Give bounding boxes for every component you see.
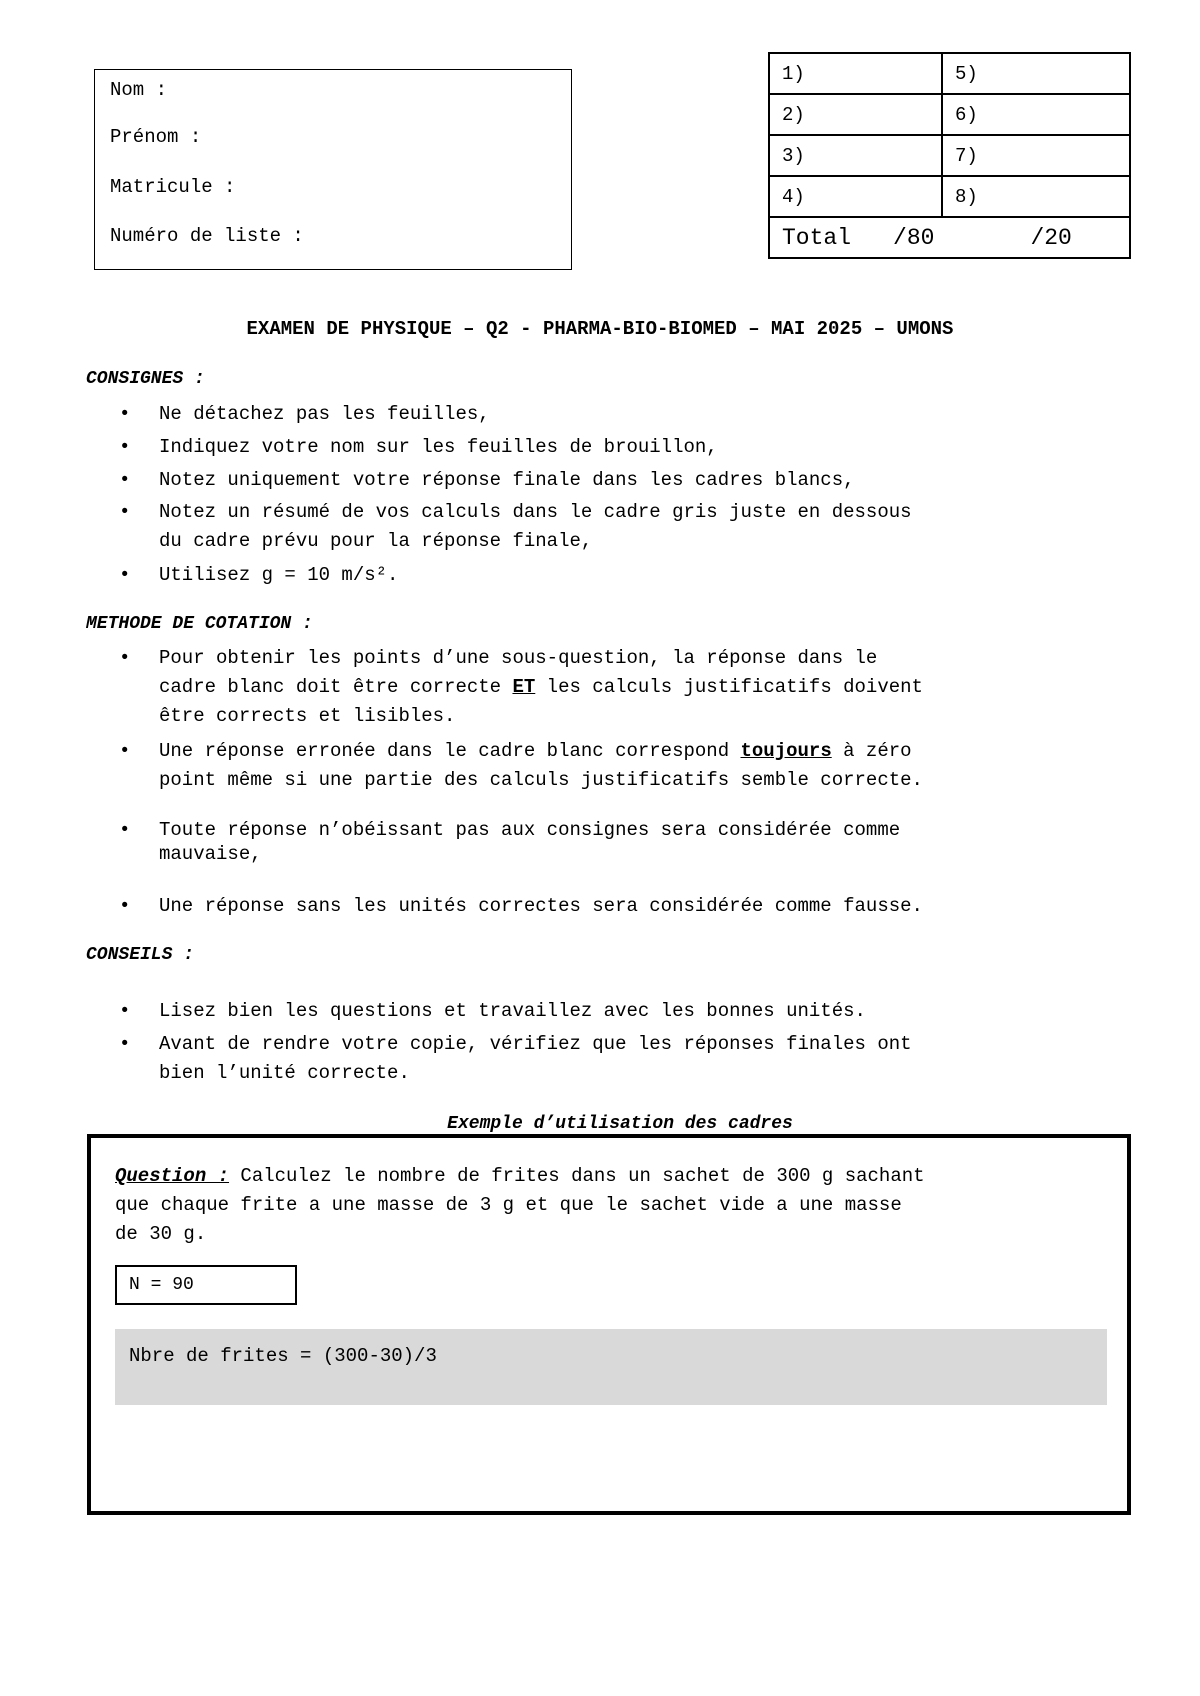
name-field-label: Nom : bbox=[110, 79, 168, 101]
score-cell: 7) bbox=[942, 135, 1130, 176]
question-label: Question : bbox=[115, 1165, 230, 1187]
consignes-heading: CONSIGNES : bbox=[86, 369, 205, 389]
exam-title: EXAMEN DE PHYSIQUE – Q2 - PHARMA-BIO-BIOMED – MAI 2025 – UMONS bbox=[246, 318, 954, 340]
list-number-field-label: Numéro de liste : bbox=[110, 225, 304, 247]
total-label: Total bbox=[782, 224, 852, 251]
calculation-box: Nbre de frites = (300-30)/3 bbox=[115, 1329, 1107, 1405]
score-cell: 6) bbox=[942, 94, 1130, 135]
score-cell: 3) bbox=[769, 135, 942, 176]
conseils-heading: CONSEILS : bbox=[86, 945, 195, 965]
score-grid bbox=[768, 52, 1131, 259]
score-row bbox=[769, 135, 1130, 176]
score-total-row bbox=[769, 217, 1130, 258]
answer-box: N = 90 bbox=[115, 1265, 297, 1305]
matricule-field-label: Matricule : bbox=[110, 176, 236, 198]
firstname-field-label: Prénom : bbox=[110, 126, 202, 148]
cotation-heading: METHODE DE COTATION : bbox=[86, 614, 313, 634]
total-max-80: /80 bbox=[893, 224, 935, 251]
total-max-20: /20 bbox=[1030, 224, 1072, 251]
score-cell: 5) bbox=[942, 53, 1130, 94]
score-cell: 1) bbox=[769, 53, 942, 94]
example-question bbox=[115, 1162, 1105, 1249]
score-cell: 4) bbox=[769, 176, 942, 217]
example-frame bbox=[87, 1134, 1131, 1515]
score-total bbox=[769, 217, 1130, 258]
question-text: Calculez le nombre de frites dans un sachet de 300 g sachant que chaque frite a une masse de 3 g et que le sachet vide a une masse de 30 g. bbox=[115, 1165, 925, 1245]
score-cell: 2) bbox=[769, 94, 942, 135]
example-title: Exemple d’utilisation des cadres bbox=[447, 1114, 793, 1134]
score-row bbox=[769, 53, 1130, 94]
score-cell: 8) bbox=[942, 176, 1130, 217]
score-row bbox=[769, 176, 1130, 217]
student-info-box bbox=[94, 69, 572, 270]
score-row bbox=[769, 94, 1130, 135]
